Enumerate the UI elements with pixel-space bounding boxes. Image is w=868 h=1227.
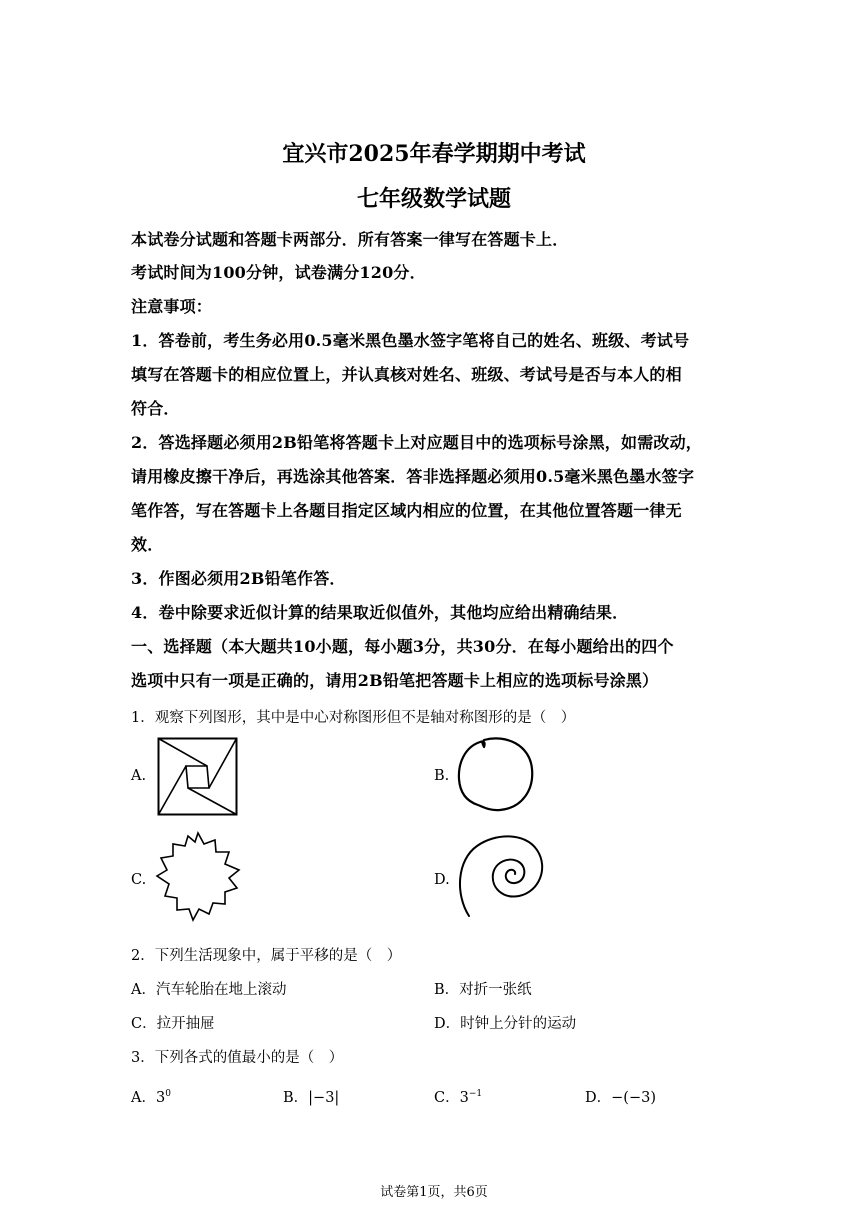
intro-line: 效． (131, 535, 164, 554)
intro-line: 本试卷分试题和答题卡两部分．所有答案一律写在答题卡上． (131, 230, 569, 249)
q3-c-base: 3 (459, 1090, 469, 1106)
q1-option-a-label: A. (131, 768, 147, 784)
pinwheel-square-figure (157, 737, 239, 817)
section-heading: 一、选择题（本大题共10小题，每小题3分，共30分．在每小题给出的四个 (131, 637, 674, 656)
q3-option-b-label: B． (283, 1090, 309, 1106)
intro-line: 注意事项： (131, 297, 213, 316)
irregular-loop-figure (456, 735, 538, 815)
q2-option-c: C．拉开抽屉 (131, 1016, 215, 1032)
q3-a-exponent: 0 (165, 1089, 171, 1099)
intro-line: 符合． (131, 399, 180, 418)
q1-option-b-label: B. (434, 768, 450, 784)
intro-line: 笔作答，写在答题卡上各题目指定区域内相应的位置，在其他位置答题一律无 (131, 501, 682, 520)
q2-option-b: B．对折一张纸 (434, 982, 532, 998)
section-heading: 选项中只有一项是正确的，请用2B铅笔把答题卡上相应的选项标号涂黑） (131, 671, 659, 690)
intro-line: 3．作图必须用2B铅笔作答． (131, 569, 346, 588)
intro-line: 4．卷中除要求近似计算的结果取近似值外，其他均应给出精确结果． (131, 603, 629, 622)
intro-line: 考试时间为100分钟，试卷满分120分． (131, 263, 426, 282)
q3-b-value: |−3| (308, 1090, 340, 1106)
koch-snowflake-figure (153, 830, 243, 924)
question-2-stem: 2．下列生活现象中，属于平移的是（ ） (131, 948, 402, 964)
q3-option-d-label: D． (585, 1090, 612, 1106)
q3-option-c-label: C． (434, 1090, 460, 1106)
exam-title: 宜兴市2025年春学期期中考试 (282, 141, 586, 167)
intro-line: 请用橡皮擦干净后，再选涂其他答案．答非选择题必须用0.5毫米黑色墨水签字 (131, 467, 695, 486)
intro-line: 1．答卷前，考生务必用0.5毫米黑色墨水签字笔将自己的姓名、班级、考试号 (131, 331, 690, 350)
q3-option-a (131, 1086, 171, 1107)
q3-option-c (434, 1086, 482, 1107)
q3-d-value: −(−3) (611, 1090, 656, 1106)
q3-option-a-label: A． (131, 1090, 156, 1106)
spiral-figure (455, 830, 547, 920)
exam-subtitle: 七年级数学试题 (356, 186, 511, 212)
q1-option-c-label: C. (131, 872, 147, 888)
q2-option-d: D．时钟上分针的运动 (434, 1016, 577, 1032)
question-3-stem: 3．下列各式的值最小的是（ ） (131, 1050, 344, 1066)
q3-option-b (283, 1086, 339, 1107)
q3-option-d (585, 1086, 656, 1107)
intro-line: 2．答选择题必须用2B铅笔将答题卡上对应题目中的选项标号涂黑，如需改动， (131, 433, 702, 452)
intro-line: 填写在答题卡的相应位置上，并认真核对姓名、班级、考试号是否与本人的相 (131, 365, 682, 384)
q2-option-a: A．汽车轮胎在地上滚动 (131, 982, 287, 998)
q3-c-exponent: −1 (468, 1089, 483, 1099)
q3-a-base: 3 (155, 1090, 166, 1106)
question-1-stem: 1．观察下列图形，其中是中心对称图形但不是轴对称图形的是（ ） (131, 710, 576, 726)
page-footer: 试卷第1页，共6页 (380, 1185, 488, 1200)
q1-option-d-label: D. (434, 872, 450, 888)
